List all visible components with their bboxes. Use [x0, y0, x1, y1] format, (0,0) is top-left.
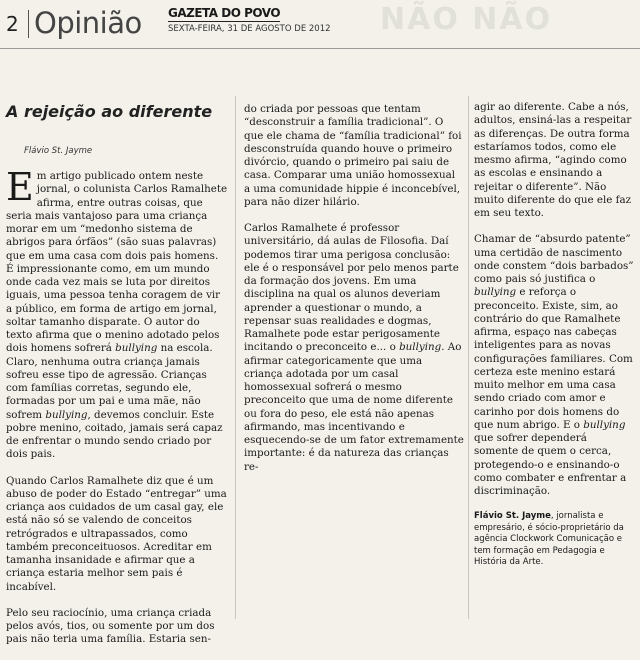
- paragraph: Em artigo publicado ontem neste jornal, o colunista Carlos Ramalhete afirma, entre outras coisas, que seria mais vantajoso para uma criança morar em um “medonho sistema de abrigos para órfãos” (são suas palavras) que em uma casa com dois pais homens. É impressionante como, em um mundo onde cada vez mais se luta por direitos iguais, uma pessoa tenha coragem de vir a público, em forma de artigo em jornal, soltar tamanho disparate. O autor do texto afirma que o menino adotado pelos dois homens sofrerá bullying na escola. Claro, nenhuma outra criança jamais sofreu esse tipo de agressão. Crianças com famílias corretas, segundo ele, formadas por um pai e uma mãe, não sofrem bullying, devemos concluir. Este pobre menino, coitado, jamais será capaz de enfrentar o mundo sendo criado por dois pais.: [6, 165, 228, 461]
- section-title: Opinião: [34, 6, 142, 40]
- header-rule: [0, 48, 640, 49]
- column-divider: [468, 96, 469, 619]
- bleed-through-decoration: NÃO NÃO: [380, 2, 553, 37]
- paragraph: Pelo seu raciocínio, uma criança criada pelos avós, tios, ou somente por um dos pais não teria uma família. Estaria sen-: [6, 606, 215, 646]
- issue-date: SEXTA-FEIRA, 31 DE AGOSTO DE 2012: [168, 24, 331, 34]
- author-bio: [474, 511, 634, 569]
- bio-text: , jornalista e empresário, é sócio-proprietário da agência Clockwork Comunicação e tem formação em Pedagogia e História da Arte.: [474, 511, 624, 568]
- column-divider: [235, 96, 236, 619]
- paragraph: Chamar de “absurdo patente” uma certidão de nascimento onde constem “dois barbados” como pais só justifica o bullying e reforça o preconceito. Existe, sim, ao contrário do que Ramalhete afirma, espaço nas cabeças inteligentes para as novas configurações familiares. Com certeza este menino estará muito melhor em uma casa sendo criado com amor e carinho por dois homens do que num abrigo. E o bullying que sofrer dependerá somente de quem o cerca, protegendo-o e ensinando-o como combater e enfrentar a discriminação.: [474, 233, 634, 497]
- article-headline: A rejeição ao diferente: [6, 102, 213, 121]
- paragraph: do criada por pessoas que tentam “desconstruir a família tradicional”. O que ele chama de “família tradicional” foi desconstruída quando houve o primeiro divórcio, quando o primeiro pai saiu de casa. Comparar uma união homossexual a uma comunidade hippie é inconcebível, para não dizer hilário.: [244, 103, 462, 208]
- paragraph: agir ao diferente. Cabe a nós, adultos, ensiná-las a respeitar as diferenças. De outra forma estaríamos todos, como ele mesmo afirma, “agindo como as escolas e ensinando a rejeitar o diferente”. Não muito diferente do que ele faz em seu texto.: [474, 101, 632, 219]
- paragraph: Quando Carlos Ramalhete diz que é um abuso de poder do Estado “entregar” uma criança aos cuidados de um casal gay, ele está não só se valendo de conceitos retrógrados e ultrapassados, como também preconceituosos. Acreditar em tamanha insanidade e afirmar que a criança estaria melhor sem pais é incabível.: [6, 474, 227, 593]
- page-number: 2: [6, 12, 19, 36]
- header-divider: [28, 10, 29, 38]
- article-column-1: [6, 165, 228, 660]
- article-column-3: [474, 101, 634, 582]
- article-column-2: [244, 103, 464, 487]
- bio-name: Flávio St. Jayme: [474, 511, 551, 522]
- paragraph: Carlos Ramalhete é professor universitário, dá aulas de Filosofia. Daí podemos tirar uma perigosa conclusão: ele é o responsável por pelo menos parte da formação dos jovens. Em uma disciplina na qual os alunos deveriam aprender a questionar o mundo, a repensar suas realidades e dogmas, Ramalhete pode estar perigosamente incitando o preconceito e... o bullying. Ao afirmar categoricamente que uma criança adotada por um casal homossexual sofrerá o mesmo preconceito que uma de nome diferente ou fora do peso, ele está não apenas afirmando, mas incentivando e esquecendo-se de um fator extremamente importante: é da natureza das crianças re-: [244, 222, 464, 473]
- article-author: Flávio St. Jayme: [24, 146, 93, 156]
- newspaper-logo: GAZETA DO POVO: [168, 6, 281, 20]
- page-header: [0, 0, 640, 48]
- drop-cap: E: [6, 165, 34, 209]
